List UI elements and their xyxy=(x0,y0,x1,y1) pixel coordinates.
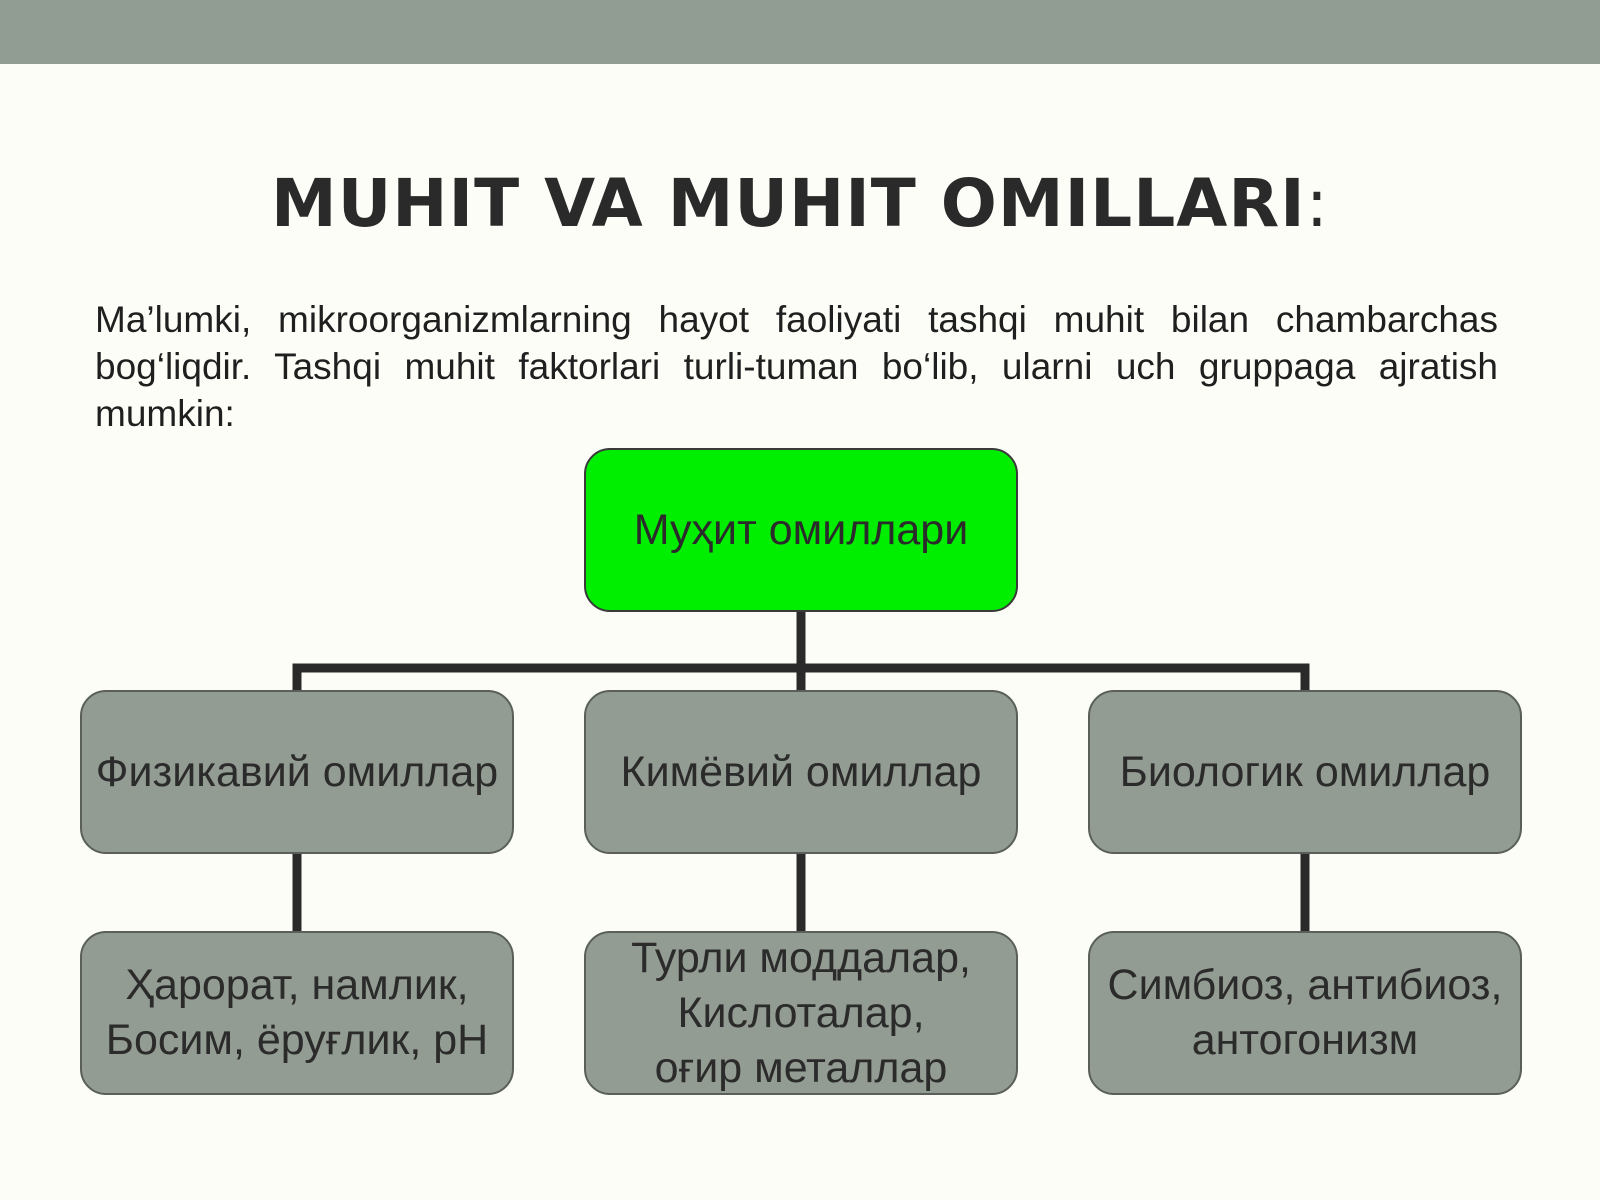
category-node-chemical-label: Кимёвий омиллар xyxy=(620,747,982,796)
slide-title-text: MUHIT VA MUHIT OMILLARI xyxy=(271,165,1306,242)
detail-node-biological-label: Симбиоз, антибиоз, антогонизм xyxy=(1107,961,1503,1064)
category-node-biological-label: Биологик омиллар xyxy=(1119,747,1491,796)
category-node-physical-label: Физикавий омиллар xyxy=(95,747,499,796)
detail-node-physical xyxy=(80,931,514,1095)
detail-node-chemical xyxy=(584,931,1018,1095)
detail-node-chemical-label: Турли моддалар, Кислоталар, оғир металлар xyxy=(631,933,971,1092)
intro-paragraph: Ma’lumki, mikroorganizmlarning hayot faoliyati tashqi muhit bilan chambarchas bog‘liqdir. Tashqi muhit faktorlari turli-tuman bo‘lib, ularni uch gruppaga ajratish mumkin: xyxy=(95,299,1498,434)
root-node xyxy=(584,448,1018,612)
root-node-label: Муҳит омиллари xyxy=(633,505,969,554)
detail-node-physical-label: Ҳарорат, намлик, Босим, ёруғлик, рН xyxy=(105,961,489,1064)
category-node-chemical xyxy=(584,690,1018,854)
detail-node-biological xyxy=(1088,931,1522,1095)
slide-title-colon: : xyxy=(1305,165,1329,242)
category-node-physical xyxy=(80,690,514,854)
category-node-biological xyxy=(1088,690,1522,854)
